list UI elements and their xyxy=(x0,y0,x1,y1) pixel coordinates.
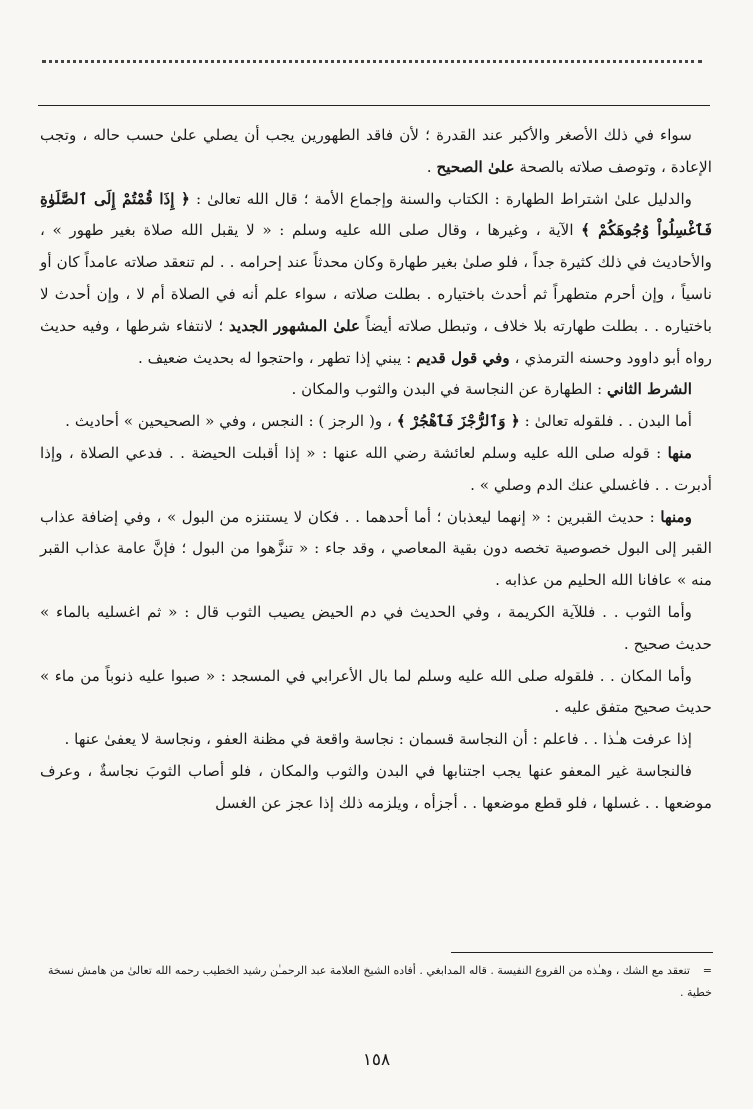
paragraph xyxy=(40,724,712,756)
text-run: : يبني إذا تطهر ، واحتجوا له بحديث ضعيف . xyxy=(137,348,417,367)
paragraph xyxy=(40,406,712,438)
text-run: سواء في ذلك الأصغر والأكبر عند القدرة ؛ لأن فاقد الطهورين يجب أن يصلي علىٰ حسب حاله ، وتجب الإعادة ، وتوصف صلاته بالصحة xyxy=(40,126,712,176)
bold-term: وفي قول قديم xyxy=(416,348,510,367)
text-run: والدليل علىٰ اشتراط الطهارة : الكتاب والسنة وإجماع الأمة ؛ قال الله تعالىٰ : xyxy=(189,189,692,208)
text-run: ، و( الرجز ) : النجس ، وفي « الصحيحين » أحاديث . xyxy=(65,412,397,431)
text-run: الآية ، وغيرها ، وقال صلى الله عليه وسلم : « لا يقبل الله صلاة بغير طهور » ، والأحاديث في ذلك كثيرة جداً ، فلو صلىٰ بغير طهارة وكان محدثاً عند إحرامه . . لم تنعقد صلاته عامداً كان أو ناسياً ، وإن أحرم متطهراً ثم أحدث باختياره . بطلت صلاته ، سواء علم أنه في الصلاة أم لا ، وإن أحدث لا باختياره . . بطلت طهارته بلا خلاف ، وتبطل صلاته أيضاً xyxy=(40,221,712,335)
page-number: ١٥٨ xyxy=(362,1050,391,1070)
text-run: إذا عرفت هـٰذا . . فاعلم : أن النجاسة قسمان : نجاسة واقعة في مظنة العفو ، ونجاسة لا يعفىٰ عنها . xyxy=(64,730,692,749)
quran-verse: ﴿ إِذَا قُمْتُمْ إِلَى ٱلصَّلَوٰةِ فَٱغْسِلُواْ وُجُوهَكُمْ ﴾ xyxy=(40,189,713,240)
paragraph xyxy=(40,597,712,661)
bold-term: الشرط الثاني xyxy=(606,380,692,399)
page-body xyxy=(40,120,712,820)
text-run: ؛ لانتفاء شرطها ، وفيه حديث رواه أبو داوود وحسنه الترمذي ، xyxy=(40,316,712,367)
text-run: أما البدن . . فلقوله تعالىٰ : xyxy=(519,412,692,431)
top-dotted-border xyxy=(42,60,702,63)
paragraph xyxy=(40,374,712,406)
paragraph xyxy=(40,502,712,597)
paragraph xyxy=(40,756,712,820)
header-rule xyxy=(38,105,710,106)
bold-term: علىٰ الصحيح xyxy=(436,157,515,176)
footnote xyxy=(40,960,712,1004)
text-run: فالنجاسة غير المعفو عنها يجب اجتنابها في البدن والثوب والمكان ، فلو أصاب الثوبَ نجاسةٌ ، وعرف موضعها . . غسلها ، فلو قطع موضعها . . أجزأه ، ويلزمه ذلك إذا عجز عن الغسل xyxy=(40,761,712,812)
bold-term: منها xyxy=(667,443,692,462)
text-run: : حديث القبرين : « إنهما ليعذبان ؛ أما أحدهما . . فكان لا يستنزه من البول » ، وفي إضافة عذاب القبر إلى البول خصوصية تخصه دون بقية المعاصي ، وقد جاء : « تنزَّهوا من البول ؛ فإنَّ عامة عذاب القبر منه » عافانا الله الحليم من عذابه . xyxy=(40,507,712,590)
text-run: وأما المكان . . فلقوله صلى الله عليه وسلم لما بال الأعرابي في المسجد : « صبوا عليه ذنوباً من ماء » حديث صحيح متفق عليه . xyxy=(40,666,712,717)
text-run: : الطهارة عن النجاسة في البدن والثوب والمكان . xyxy=(291,380,607,399)
paragraph xyxy=(40,438,712,502)
bold-term: علىٰ المشهور الجديد xyxy=(229,316,361,335)
bold-term: ومنها xyxy=(660,507,692,526)
paragraph xyxy=(40,120,712,184)
footnote-text: تنعقد مع الشك ، وهـٰذه من الفروع النفيسة . قاله المدابغي . أفاده الشيخ العلامة عبد الرحمـٰن رشيد الخطيب رحمه الله تعالىٰ من هامش نسخة خطية . xyxy=(47,964,712,999)
text-run: . xyxy=(426,157,437,176)
footnote-rule xyxy=(451,952,713,953)
text-run: وأما الثوب . . فللآية الكريمة ، وفي الحديث في دم الحيض يصيب الثوب قال : « ثم اغسليه بالماء » حديث صحيح . xyxy=(40,602,712,653)
text-run: : قوله صلى الله عليه وسلم لعائشة رضي الله عنها : « إذا أقبلت الحيضة . . فدعي الصلاة ، وإذا أدبرت . . فاغسلي عنك الدم وصلي » . xyxy=(40,443,712,494)
footnote-mark: = xyxy=(702,964,712,977)
paragraph xyxy=(40,661,712,725)
paragraph xyxy=(40,184,712,375)
quran-verse: ﴿ وَٱلرُّجْزَ فَٱهْجُرْ ﴾ xyxy=(396,412,520,431)
